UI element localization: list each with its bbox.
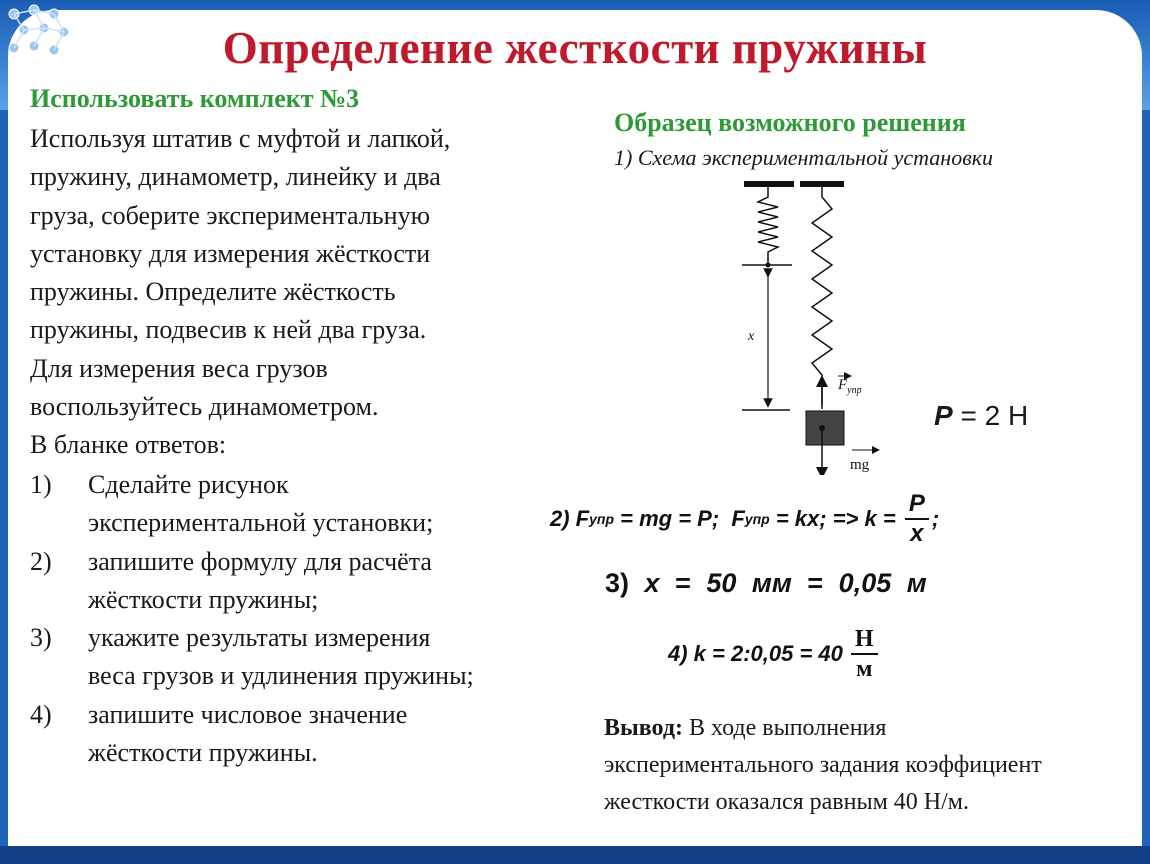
- step-number: 2): [30, 546, 52, 576]
- x-label: x: [748, 329, 755, 344]
- weight-value: P = 2 Н: [934, 400, 1029, 431]
- conclusion: Вывод: В ходе выполнения экспериментального задания коэффициент жесткости оказался равным 40 Н/м.: [604, 715, 1042, 815]
- loaded-spring: [812, 187, 832, 409]
- task-line: пружину, динамометр, линейку и два: [30, 162, 441, 192]
- page-title: Определение жесткости пружины: [222, 23, 928, 73]
- list-item: [30, 504, 590, 542]
- sample-solution-heading: Образец возможного решения: [614, 108, 966, 137]
- list-item: [30, 466, 590, 504]
- spring-force-label: $F_{упр}$: [838, 377, 862, 396]
- list-item: [30, 696, 590, 734]
- right-mount: [800, 181, 844, 187]
- step-text: запишите формулу для расчёта: [88, 546, 432, 576]
- kit-label: Использовать комплект №3: [30, 84, 360, 113]
- step-number: 1): [30, 470, 52, 499]
- task-line: груза, соберите экспериментальную: [30, 200, 430, 230]
- task-line: пружины, подвесив к ней два груза.: [30, 315, 427, 345]
- scheme-caption: 1) Схема экспериментальной установки: [614, 145, 994, 170]
- step-text: веса грузов и удлинения пружины;: [88, 661, 474, 691]
- list-item: [30, 734, 590, 772]
- mg-label: mg: [850, 457, 870, 473]
- list-item: [30, 581, 590, 619]
- list-item: [30, 657, 590, 695]
- spring-setup-diagram: [730, 175, 900, 475]
- step-text: жёсткости пружины.: [88, 738, 318, 768]
- step-text: запишите числовое значение: [88, 699, 408, 729]
- list-item: [30, 543, 590, 581]
- formula-step-3: 3) x = 50 мм = 0,05 м: [605, 568, 927, 598]
- step-text: Сделайте рисунок: [88, 470, 289, 499]
- step-number: 4): [30, 699, 52, 729]
- answer-steps-list: [30, 466, 590, 772]
- task-description: [30, 120, 570, 465]
- task-line: Для измерения веса грузов: [30, 353, 328, 383]
- task-line: установку для измерения жёсткости: [30, 238, 431, 268]
- step-text: экспериментальной установки;: [88, 508, 434, 538]
- fraction-p-over-x: $\frac{P}{x}$: [905, 490, 929, 548]
- formula-step-2: 2) F упр = mg = P; F упр = kx; => k = $\frac{P}{x}$ ;: [550, 490, 940, 547]
- step-number: 3): [30, 623, 52, 653]
- task-line: Используя штатив с муфтой и лапкой,: [30, 124, 451, 153]
- fraction-n-over-m: $\frac{Н}{м}$: [851, 625, 878, 683]
- step-text: укажите результаты измерения: [88, 623, 431, 653]
- task-line: В бланке ответов:: [30, 430, 227, 460]
- task-line: пружины. Определите жёсткость: [30, 277, 396, 307]
- footer-bar: [0, 846, 1150, 864]
- task-line: воспользуйтесь динамометром.: [30, 392, 379, 422]
- step-text: жёсткости пружины;: [88, 584, 319, 614]
- list-item: [30, 619, 590, 657]
- left-mount: [744, 181, 794, 187]
- unloaded-spring: [758, 187, 778, 263]
- formula-step-4: 4) k = 2:0,05 = 40 $\frac{Н}{м}$: [668, 625, 881, 683]
